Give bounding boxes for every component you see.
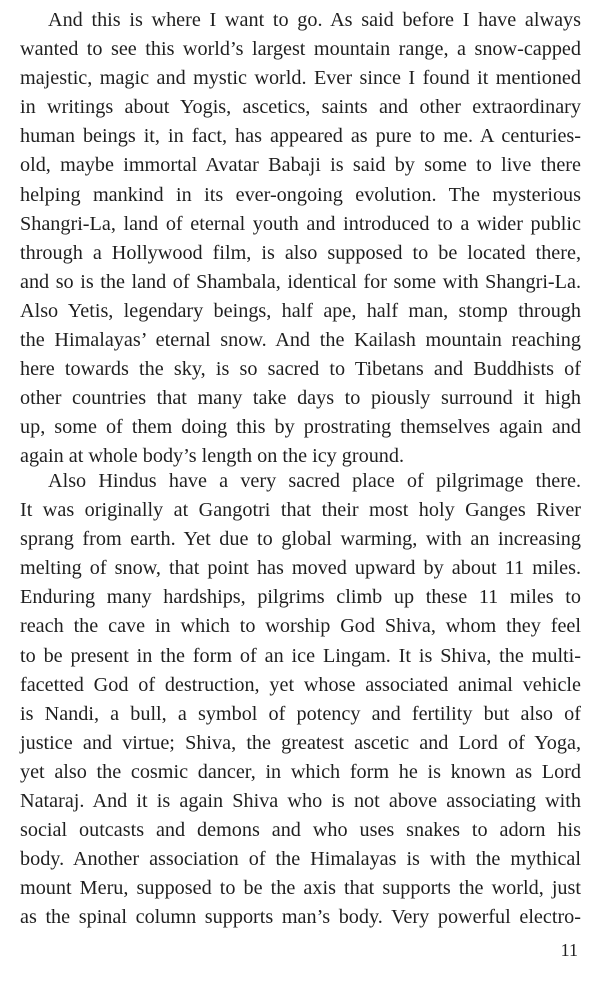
text-line: through a Hollywood film, is also supposed to be located there,: [20, 241, 581, 264]
text-line: sprang from earth. Yet due to global warming, with an increasing: [20, 528, 581, 551]
text-line: the Himalayas’ eternal snow. And the Kailash mountain reaching: [20, 329, 581, 352]
text-line: mount Meru, supposed to be the axis that supports the world, just: [20, 877, 581, 900]
text-line: melting of snow, that point has moved upward by about 11 miles.: [20, 557, 581, 580]
text-line: here towards the sky, is so sacred to Tibetans and Buddhists of: [20, 358, 581, 381]
text-line: yet also the cosmic dancer, in which form he is known as Lord: [20, 760, 581, 783]
text-line: in writings about Yogis, ascetics, saints and other extraordinary: [20, 96, 581, 119]
text-line: as the spinal column supports man’s body. Very powerful electro-: [20, 906, 581, 929]
text-line: Enduring many hardships, pilgrims climb up these 11 miles to: [20, 586, 581, 609]
text-line: other countries that many take days to piously surround it high: [20, 387, 581, 410]
text-line: Also Hindus have a very sacred place of pilgrimage there.: [48, 470, 581, 492]
text-line: justice and virtue; Shiva, the greatest ascetic and Lord of Yoga,: [20, 731, 581, 754]
text-line: facetted God of destruction, yet whose associated animal vehicle: [20, 673, 581, 696]
text-line: Nataraj. And it is again Shiva who is not above associating with: [20, 790, 581, 813]
text-line: old, maybe immortal Avatar Babaji is said by some to live there: [20, 154, 581, 177]
text-line: and so is the land of Shambala, identical for some with Shangri-La.: [20, 270, 581, 293]
text-line: And this is where I want to go. As said before I have always: [48, 9, 581, 31]
text-line: is Nandi, a bull, a symbol of potency and fertility but also of: [20, 702, 581, 725]
page-number: 11: [560, 940, 578, 960]
text-line: again at whole body’s length on the icy ground.: [20, 445, 405, 468]
text-line: social outcasts and demons and who uses snakes to adorn his: [20, 819, 581, 842]
text-line: reach the cave in which to worship God Shiva, whom they feel: [20, 615, 581, 638]
text-line: Shangri-La, land of eternal youth and introduced to a wider public: [20, 212, 581, 235]
text-line: It was originally at Gangotri that their most holy Ganges River: [20, 499, 581, 522]
text-line: wanted to see this world’s largest mountain range, a snow-capped: [20, 38, 581, 61]
text-line: human beings it, in fact, has appeared as pure to me. A centuries-: [20, 125, 581, 148]
text-line: to be present in the form of an ice Lingam. It is Shiva, the multi-: [20, 644, 581, 667]
text-line: Also Yetis, legendary beings, half ape, half man, stomp through: [20, 299, 581, 322]
text-line: body. Another association of the Himalayas is with the mythical: [20, 848, 581, 871]
paragraph-1: [20, 6, 581, 472]
text-line: helping mankind in its ever-ongoing evolution. The mysterious: [20, 183, 581, 206]
text-line: up, some of them doing this by prostrating themselves again and: [20, 416, 581, 439]
paragraph-2: [20, 467, 581, 933]
text-line: majestic, magic and mystic world. Ever since I found it mentioned: [20, 67, 581, 90]
